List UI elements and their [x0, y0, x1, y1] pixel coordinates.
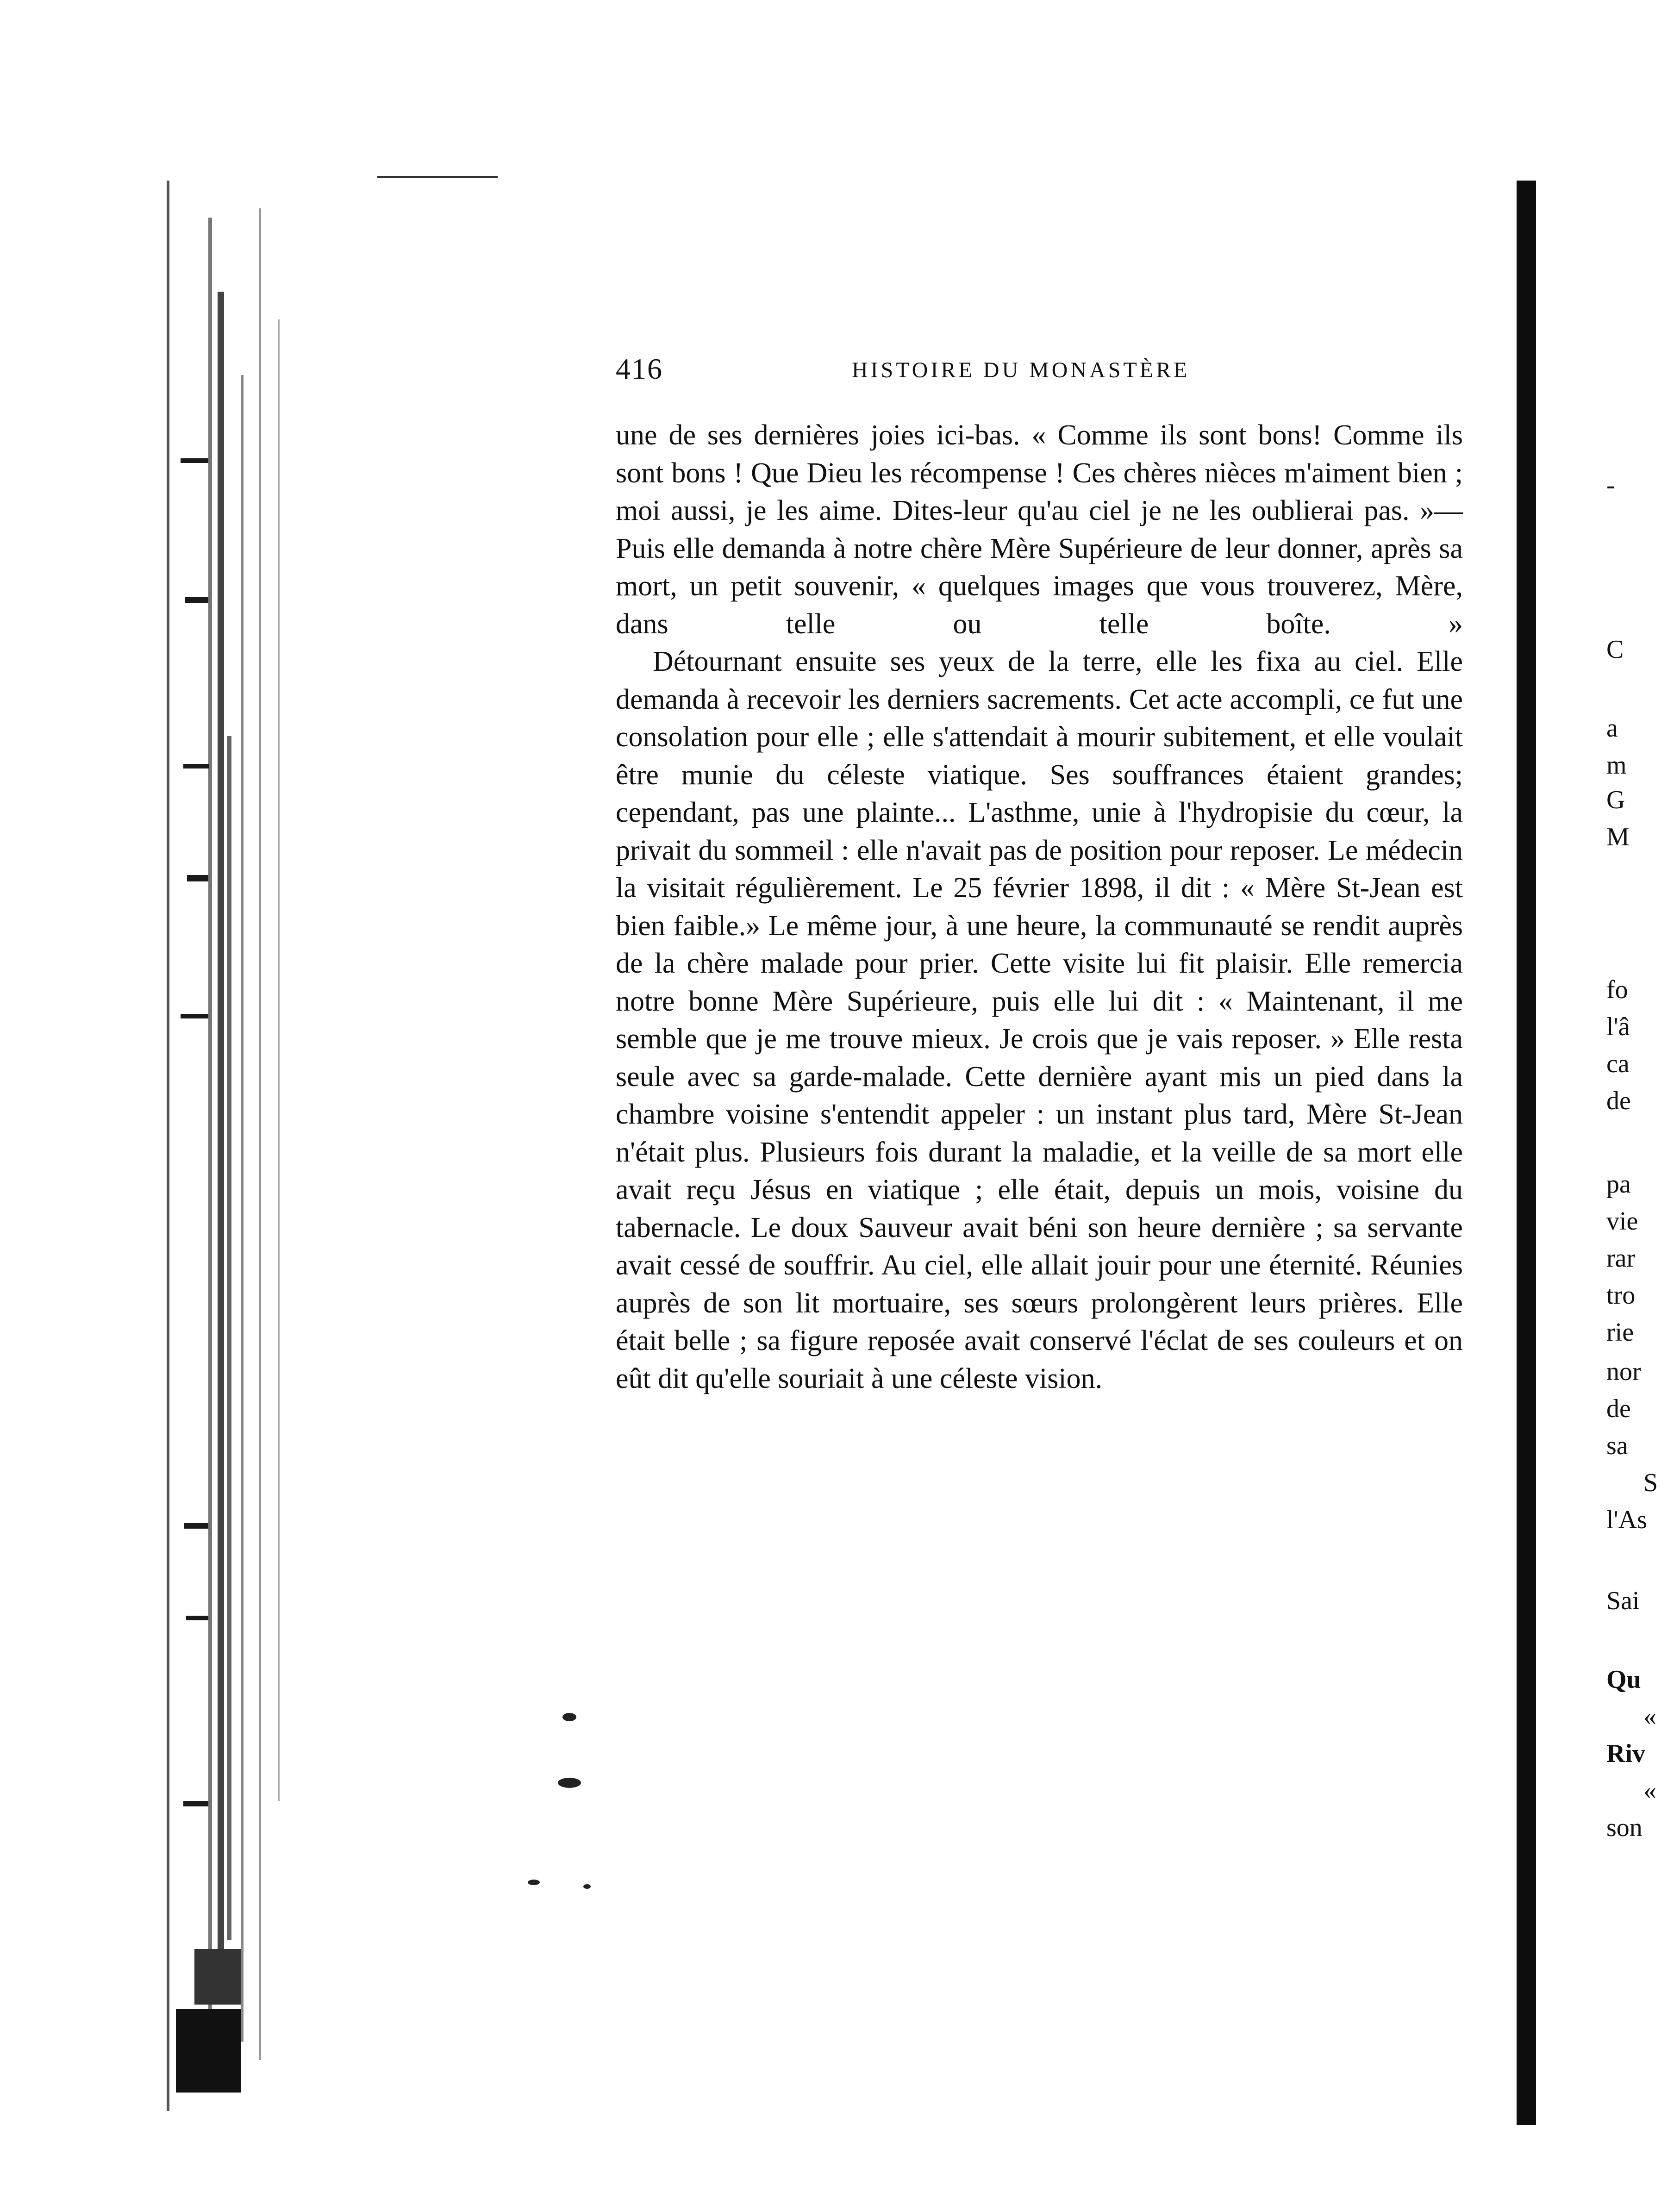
paragraph-2: Détournant ensuite ses yeux de la terre, elle les fixa au ciel. Elle demanda à recevoir les derniers sacrements. Cet acte accompli, ce fut une consolation pour elle ; elle s'attendait à mourir subitement, et elle voulait être munie du céleste viatique. Ses souffrances étaient grandes; cependant, pas une plainte... L'asthme, unie à l'hydropisie du cœur, la privait du sommeil : elle n'avait pas de position pour reposer. Le médecin la visitait régulièrement. Le 25 février 1898, il dit : « Mère St-Jean est bien faible.» Le même jour, à une heure, la communauté se rendit auprès de la chère malade pour prier. Cette visite lui fit plaisir. Elle remercia notre bonne Mère Supérieure, puis elle lui dit : « Maintenant, il me semble que je me trouve mieux. Je crois que je vais reposer. » Elle resta seule avec sa garde-malade. Cette dernière ayant mis un pied dans la chambre voisine s'entendit appeler : un instant plus tard, Mère St-Jean n'était plus. Plusieurs fois durant la maladie, et la veille de sa mort elle avait reçu Jésus en viatique ; elle était, depuis un mois, voisine du tabernacle. Le doux Sauveur avait béni son heure dernière ; sa servante avait cessé de souffrir. Au ciel, elle allait jouir pour une éternité. Réunies auprès de son lit mortuaire, ses sœurs prolongèrent leurs prières. Elle était belle ; sa figure reposée avait conservé l'éclat de ses couleurs et on eût dit qu'elle souriait à une céleste vision. — [616, 646, 1463, 1394]
adjacent-fragment: S — [1643, 1468, 1658, 1497]
adjacent-fragment: G — [1606, 786, 1625, 814]
adjacent-fragment: M — [1606, 823, 1630, 851]
adjacent-fragment: pa — [1606, 1170, 1631, 1199]
adjacent-fragment: sa — [1606, 1431, 1628, 1460]
speck — [528, 1880, 540, 1885]
adjacent-fragment: Sai — [1606, 1587, 1640, 1615]
adjacent-fragment: ca — [1606, 1050, 1630, 1078]
adjacent-fragment: tro — [1606, 1281, 1636, 1310]
adjacent-fragment: son — [1606, 1813, 1643, 1842]
adjacent-fragment: fo — [1606, 975, 1628, 1004]
adjacent-fragment: vie — [1606, 1207, 1638, 1236]
page-header — [616, 352, 1463, 394]
speck — [583, 1884, 591, 1889]
adjacent-page — [1606, 0, 1680, 2199]
adjacent-fragment: nor — [1606, 1357, 1641, 1386]
body-text — [616, 417, 1463, 1398]
speck — [558, 1778, 581, 1788]
adjacent-fragment: « — [1643, 1776, 1656, 1805]
adjacent-fragment: de — [1606, 1394, 1631, 1423]
speck — [562, 1713, 576, 1721]
adjacent-fragment: l'As — [1606, 1506, 1647, 1534]
adjacent-fragment: de — [1606, 1087, 1631, 1115]
adjacent-fragment: a — [1606, 714, 1618, 743]
adjacent-fragment: Qu — [1606, 1665, 1641, 1694]
adjacent-fragment: - — [1606, 471, 1615, 500]
adjacent-page-edge — [1517, 181, 1536, 2125]
page-number: 416 — [616, 352, 663, 385]
paragraph-1: une de ses dernières joies ici-bas. « Comme ils sont bons! Comme ils sont bons ! Que Dieu les récompense ! Ces chères nièces m'aiment bien ; moi aussi, je les aime. Dites-leur qu'au ciel je ne les oublierai pas. »—Puis elle demanda à notre chère Mère Supérieure de leur donner, après sa mort, un petit souvenir, « quelques images que vous trouverez, Mère, dans telle ou telle boîte. » — [616, 419, 1463, 640]
adjacent-fragment: « — [1643, 1702, 1656, 1731]
adjacent-fragment: Riv — [1606, 1739, 1645, 1768]
adjacent-fragment: C — [1606, 635, 1624, 664]
top-rule — [377, 176, 498, 178]
running-head: HISTOIRE DU MONASTÈRE — [852, 358, 1190, 382]
adjacent-fragment: l'â — [1606, 1012, 1630, 1041]
adjacent-fragment: rar — [1606, 1244, 1636, 1273]
adjacent-fragment: rie — [1606, 1318, 1634, 1347]
binding-edge — [167, 181, 380, 2111]
adjacent-fragment: m — [1606, 751, 1627, 780]
